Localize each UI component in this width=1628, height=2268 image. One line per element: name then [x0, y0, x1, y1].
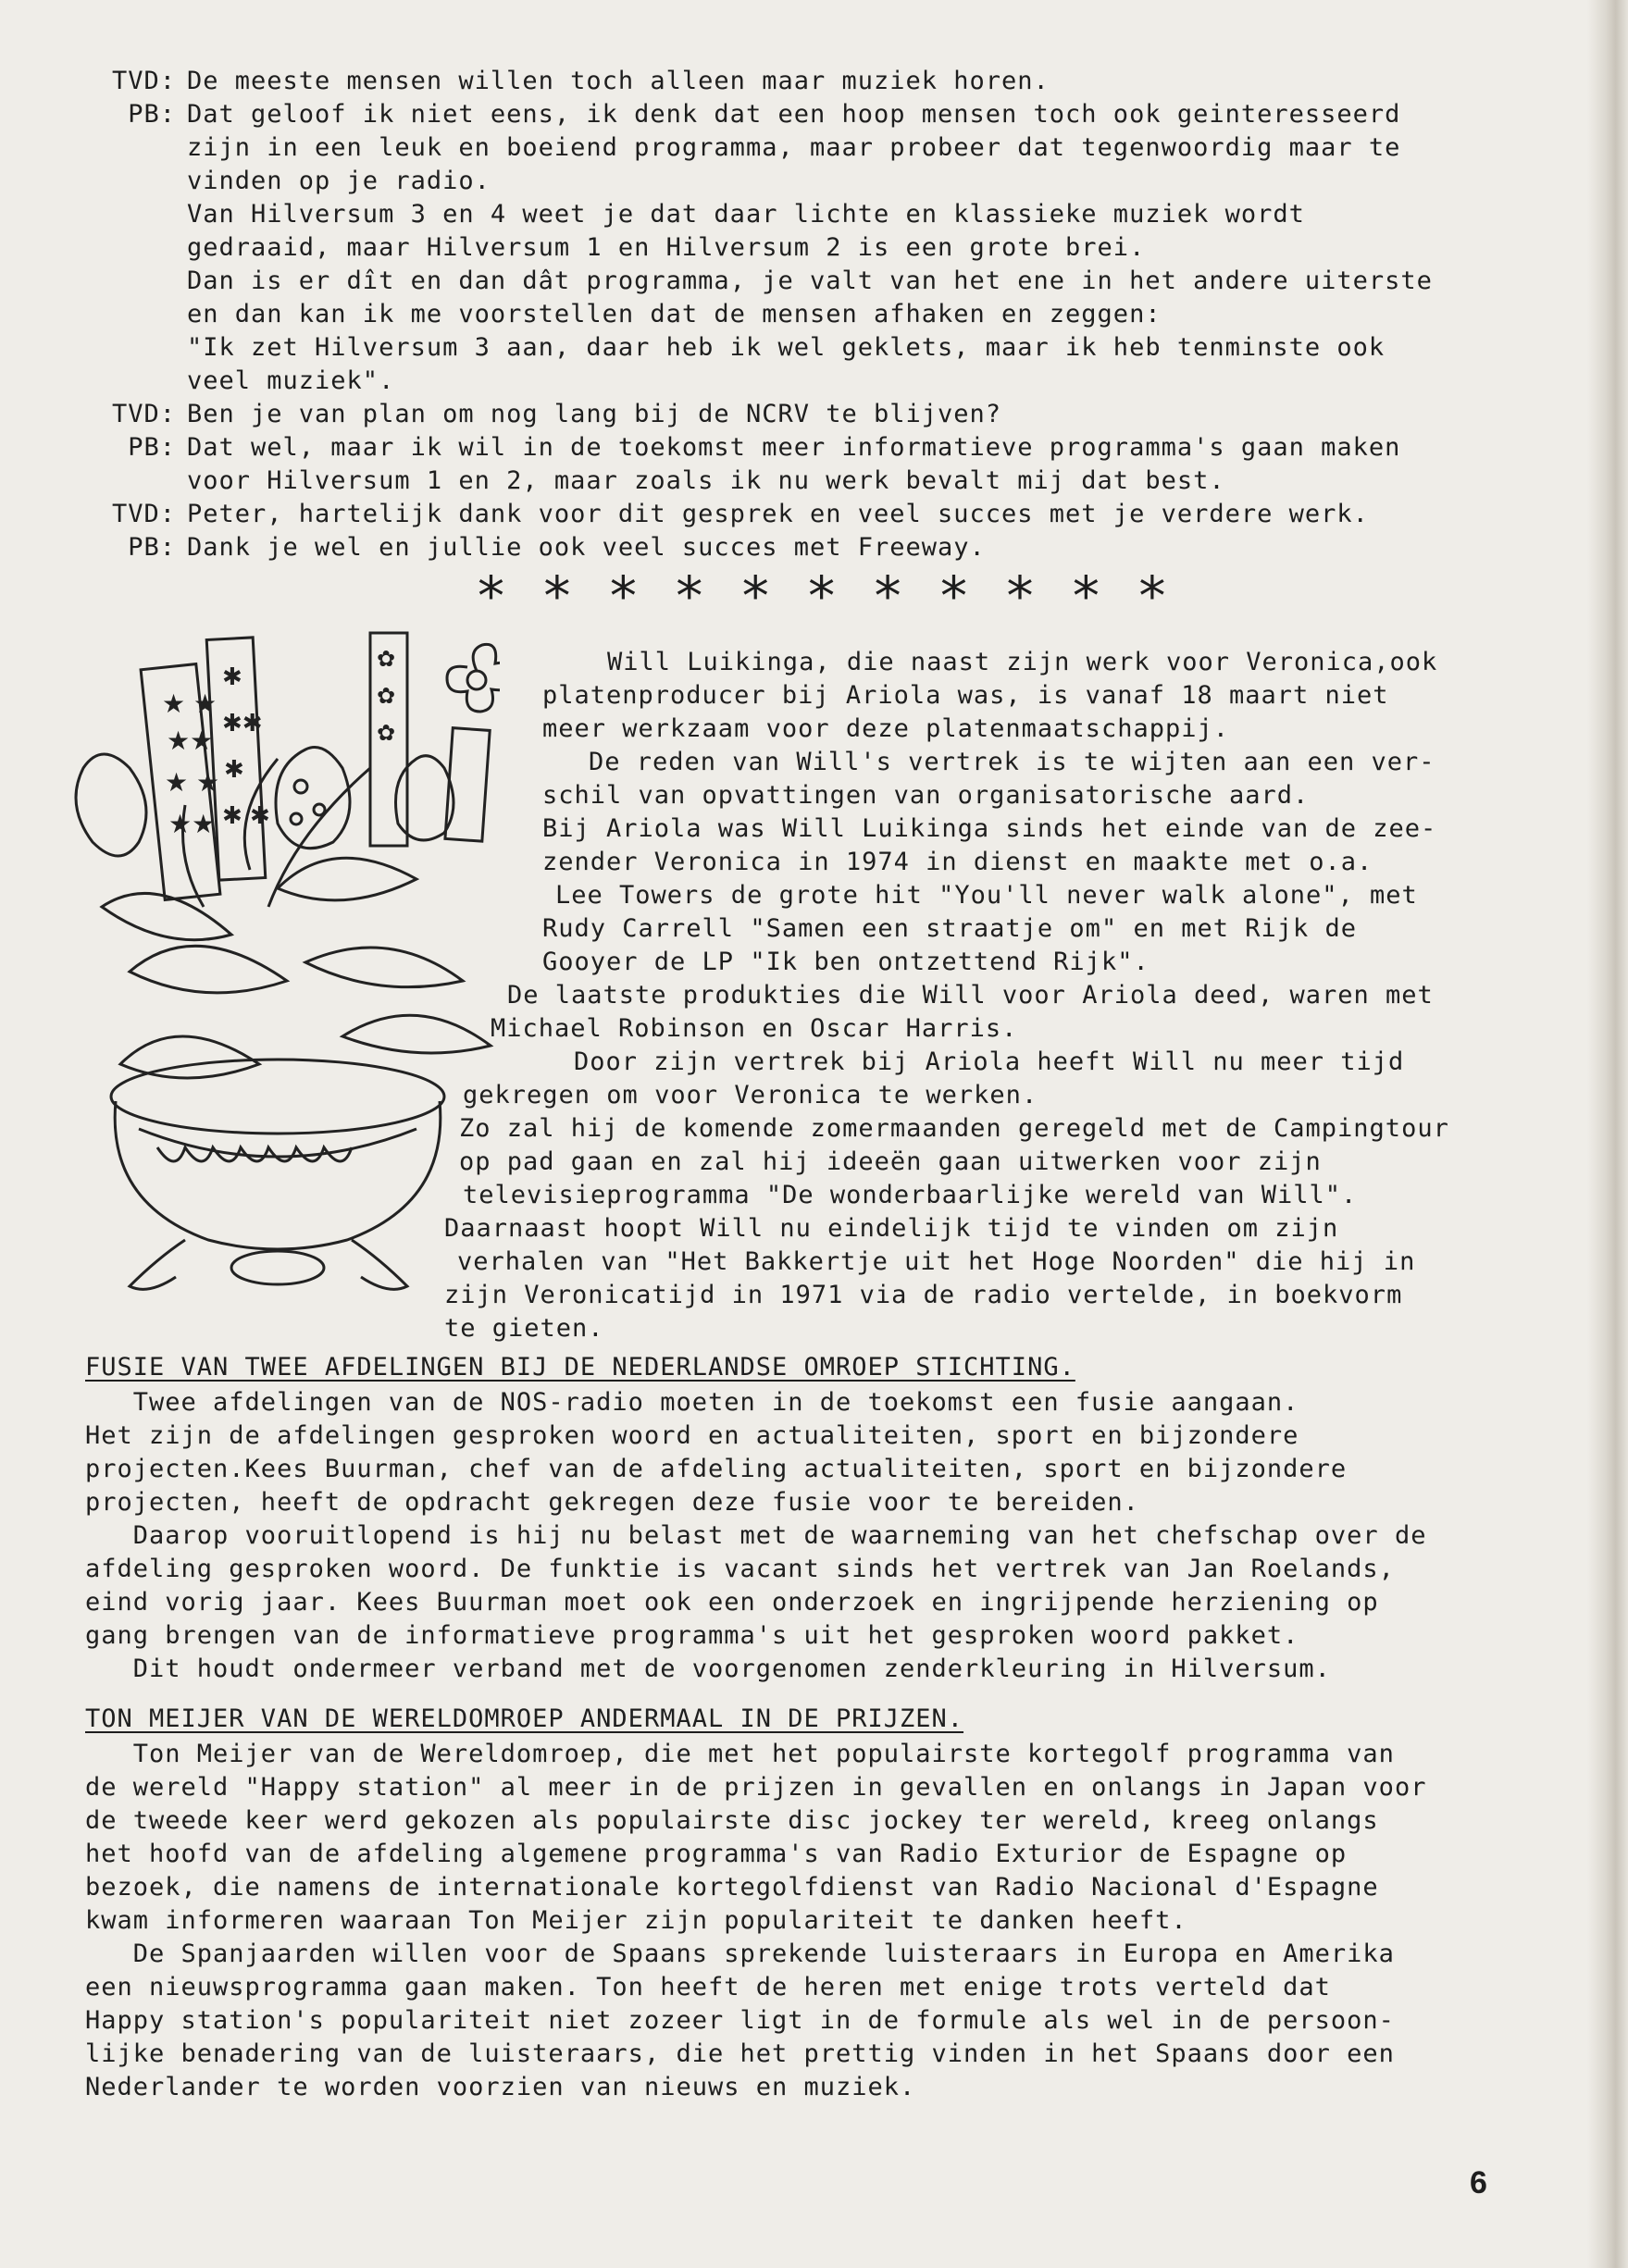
speaker-label: TVD: [111, 500, 176, 528]
article-line: een nieuwsprogramma gaan maken. Ton heeft de heren met enige trots verteld dat [85, 1973, 1331, 2002]
svg-text:✿: ✿ [377, 720, 396, 746]
article-line: meer werkzaam voor deze platenmaatschappij. [542, 714, 1229, 743]
section-separator: * * * * * * * * * * * [478, 564, 1177, 627]
interview-text: "Ik zet Hilversum 3 aan, daar heb ik wel geklets, maar ik heb tenminste ook [187, 333, 1386, 362]
interview-text: en dan kan ik me voorstellen dat de mensen afhaken en zeggen: [187, 300, 1162, 328]
article-line: Daarnaast hoopt Will nu eindelijk tijd te vinden om zijn [444, 1214, 1339, 1243]
flower-pot-illustration [65, 629, 500, 1295]
interview-text: vinden op je radio. [187, 167, 491, 195]
article-line: gang brengen van de informatieve programma's uit het gesproken woord pakket. [85, 1621, 1299, 1650]
interview-text: zijn in een leuk en boeiend programma, maar probeer dat tegenwoordig maar te [187, 133, 1401, 162]
speaker-label: TVD: [111, 67, 176, 95]
article-line: Ton Meijer van de Wereldomroep, die met het populairste kortegolf programma van [85, 1740, 1395, 1768]
svg-text:✱: ✱ [224, 756, 244, 784]
svg-text:★ ★: ★ ★ [165, 767, 220, 798]
article-line: lijke benadering van de luisteraars, die het prettig vinden in het Spaans door een [85, 2039, 1395, 2068]
svg-text:★★: ★★ [168, 809, 216, 839]
article-line: bezoek, die namens de internationale kortegolfdienst van Radio Nacional d'Espagne [85, 1873, 1379, 1902]
interview-text: Peter, hartelijk dank voor dit gesprek en veel succes met je verdere werk. [187, 500, 1369, 528]
article-line: gekregen om voor Veronica te werken. [463, 1081, 1038, 1109]
svg-text:★★: ★★ [167, 725, 214, 756]
article-line: Twee afdelingen van de NOS-radio moeten in de toekomst een fusie aangaan. [85, 1388, 1299, 1417]
article-line: De Spanjaarden willen voor de Spaans sprekende luisteraars in Europa en Amerika [85, 1940, 1395, 1968]
article-line: de wereld "Happy station" al meer in de prijzen in gevallen en onlangs in Japan voor [85, 1773, 1427, 1802]
article-line: Bij Ariola was Will Luikinga sinds het einde van de zee- [542, 814, 1437, 843]
speaker-label: PB: [128, 433, 176, 462]
page-number: 6 [1470, 2165, 1487, 2200]
fusie-article [85, 1386, 1426, 1686]
page-binding-shadow [1587, 0, 1628, 2268]
article-line: Will Luikinga, die naast zijn werk voor Veronica,ook [607, 648, 1438, 676]
article-line: Zo zal hij de komende zomermaanden geregeld met de Campingtour [459, 1114, 1449, 1143]
speaker-label: PB: [128, 533, 176, 562]
speaker-label: TVD: [111, 400, 176, 428]
interview-text: Ben je van plan om nog lang bij de NCRV te blijven? [187, 400, 1002, 428]
interview-text: voor Hilversum 1 en 2, maar zoals ik nu werk bevalt mij dat best. [187, 466, 1225, 495]
article-line: De laatste produkties die Will voor Ariola deed, waren met [507, 981, 1434, 1010]
fusie-heading: FUSIE VAN TWEE AFDELINGEN BIJ DE NEDERLANDSE OMROEP STICHTING. [85, 1353, 1075, 1382]
interview-text: Dank je wel en jullie ook veel succes met Freeway. [187, 533, 986, 562]
interview-text: De meeste mensen willen toch alleen maar muziek horen. [187, 67, 1050, 95]
article-line: platenproducer bij Ariola was, is vanaf 18 maart niet [542, 681, 1389, 710]
article-line: Nederlander te worden voorzien van nieuws en muziek. [85, 2073, 916, 2101]
svg-text:★ ★: ★ ★ [162, 688, 217, 719]
article-line: verhalen van "Het Bakkertje uit het Hoge Noorden" die hij in [457, 1247, 1416, 1276]
svg-text:✿: ✿ [377, 646, 396, 672]
interview-text: gedraaid, maar Hilversum 1 en Hilversum 2 is een grote brei. [187, 233, 1146, 262]
svg-text:✱ ✱: ✱ ✱ [222, 802, 270, 830]
article-line: Rudy Carrell "Samen een straatje om" en met Rijk de [542, 914, 1358, 943]
article-line: Michael Robinson en Oscar Harris. [491, 1014, 1018, 1043]
interview-text: Dat geloof ik niet eens, ik denk dat een hoop mensen toch ook geinteresseerd [187, 100, 1401, 129]
svg-text:✱✱: ✱✱ [222, 710, 263, 737]
svg-text:✿: ✿ [377, 683, 396, 709]
speaker-label: PB: [128, 100, 176, 129]
article-line: kwam informeren waaraan Ton Meijer zijn populariteit te danken heeft. [85, 1906, 1187, 1935]
interview-text: Dan is er dît en dan dât programma, je valt van het ene in het andere uiterste [187, 266, 1433, 295]
article-line: zijn Veronicatijd in 1971 via de radio vertelde, in boekvorm [444, 1281, 1403, 1309]
article-line: Dit houdt ondermeer verband met de voorgenomen zenderkleuring in Hilversum. [85, 1655, 1331, 1683]
article-line: afdeling gesproken woord. De funktie is vacant sinds het vertrek van Jan Roelands, [85, 1555, 1395, 1583]
interview-text: veel muziek". [187, 366, 395, 395]
article-line: de tweede keer werd gekozen als populairste disc jockey ter wereld, kreeg onlangs [85, 1806, 1379, 1835]
article-line: Daarop vooruitlopend is hij nu belast met de waarneming van het chefschap over de [85, 1521, 1427, 1550]
article-line: Lee Towers de grote hit "You'll never walk alone", met [555, 881, 1418, 910]
interview-text: Dat wel, maar ik wil in de toekomst meer informatieve programma's gaan maken [187, 433, 1401, 462]
article-line: televisieprogramma "De wonderbaarlijke wereld van Will". [463, 1181, 1358, 1209]
article-line: Gooyer de LP "Ik ben ontzettend Rijk". [542, 948, 1150, 976]
article-line: Happy station's populariteit niet zozeer ligt in de formule als wel in de persoon- [85, 2006, 1395, 2035]
article-line: Door zijn vertrek bij Ariola heeft Will nu meer tijd [574, 1047, 1405, 1076]
meijer-heading: TON MEIJER VAN DE WERELDOMROEP ANDERMAAL IN DE PRIJZEN. [85, 1704, 964, 1733]
article-line: eind vorig jaar. Kees Buurman moet ook een onderzoek en ingrijpende herziening op [85, 1588, 1379, 1617]
interview-text: Van Hilversum 3 en 4 weet je dat daar lichte en klassieke muziek wordt [187, 200, 1305, 229]
svg-text:✱: ✱ [222, 663, 242, 691]
article-line: Het zijn de afdelingen gesproken woord en actualiteiten, sport en bijzondere [85, 1421, 1299, 1450]
article-line: het hoofd van de afdeling algemene programma's van Radio Exturior de Espagne op [85, 1840, 1348, 1868]
article-line: schil van opvattingen van organisatorische aard. [542, 781, 1310, 810]
article-line: te gieten. [444, 1314, 604, 1343]
article-line: zender Veronica in 1974 in dienst en maakte met o.a. [542, 848, 1373, 876]
article-line: projecten.Kees Buurman, chef van de afdeling actualiteiten, sport en bijzondere [85, 1455, 1348, 1483]
article-line: projecten, heeft de opdracht gekregen deze fusie voor te bereiden. [85, 1488, 1139, 1517]
article-line: De reden van Will's vertrek is te wijten aan een ver- [589, 748, 1435, 776]
meijer-article [85, 1738, 1426, 2104]
article-line: op pad gaan en zal hij ideeën gaan uitwerken voor zijn [459, 1147, 1322, 1176]
